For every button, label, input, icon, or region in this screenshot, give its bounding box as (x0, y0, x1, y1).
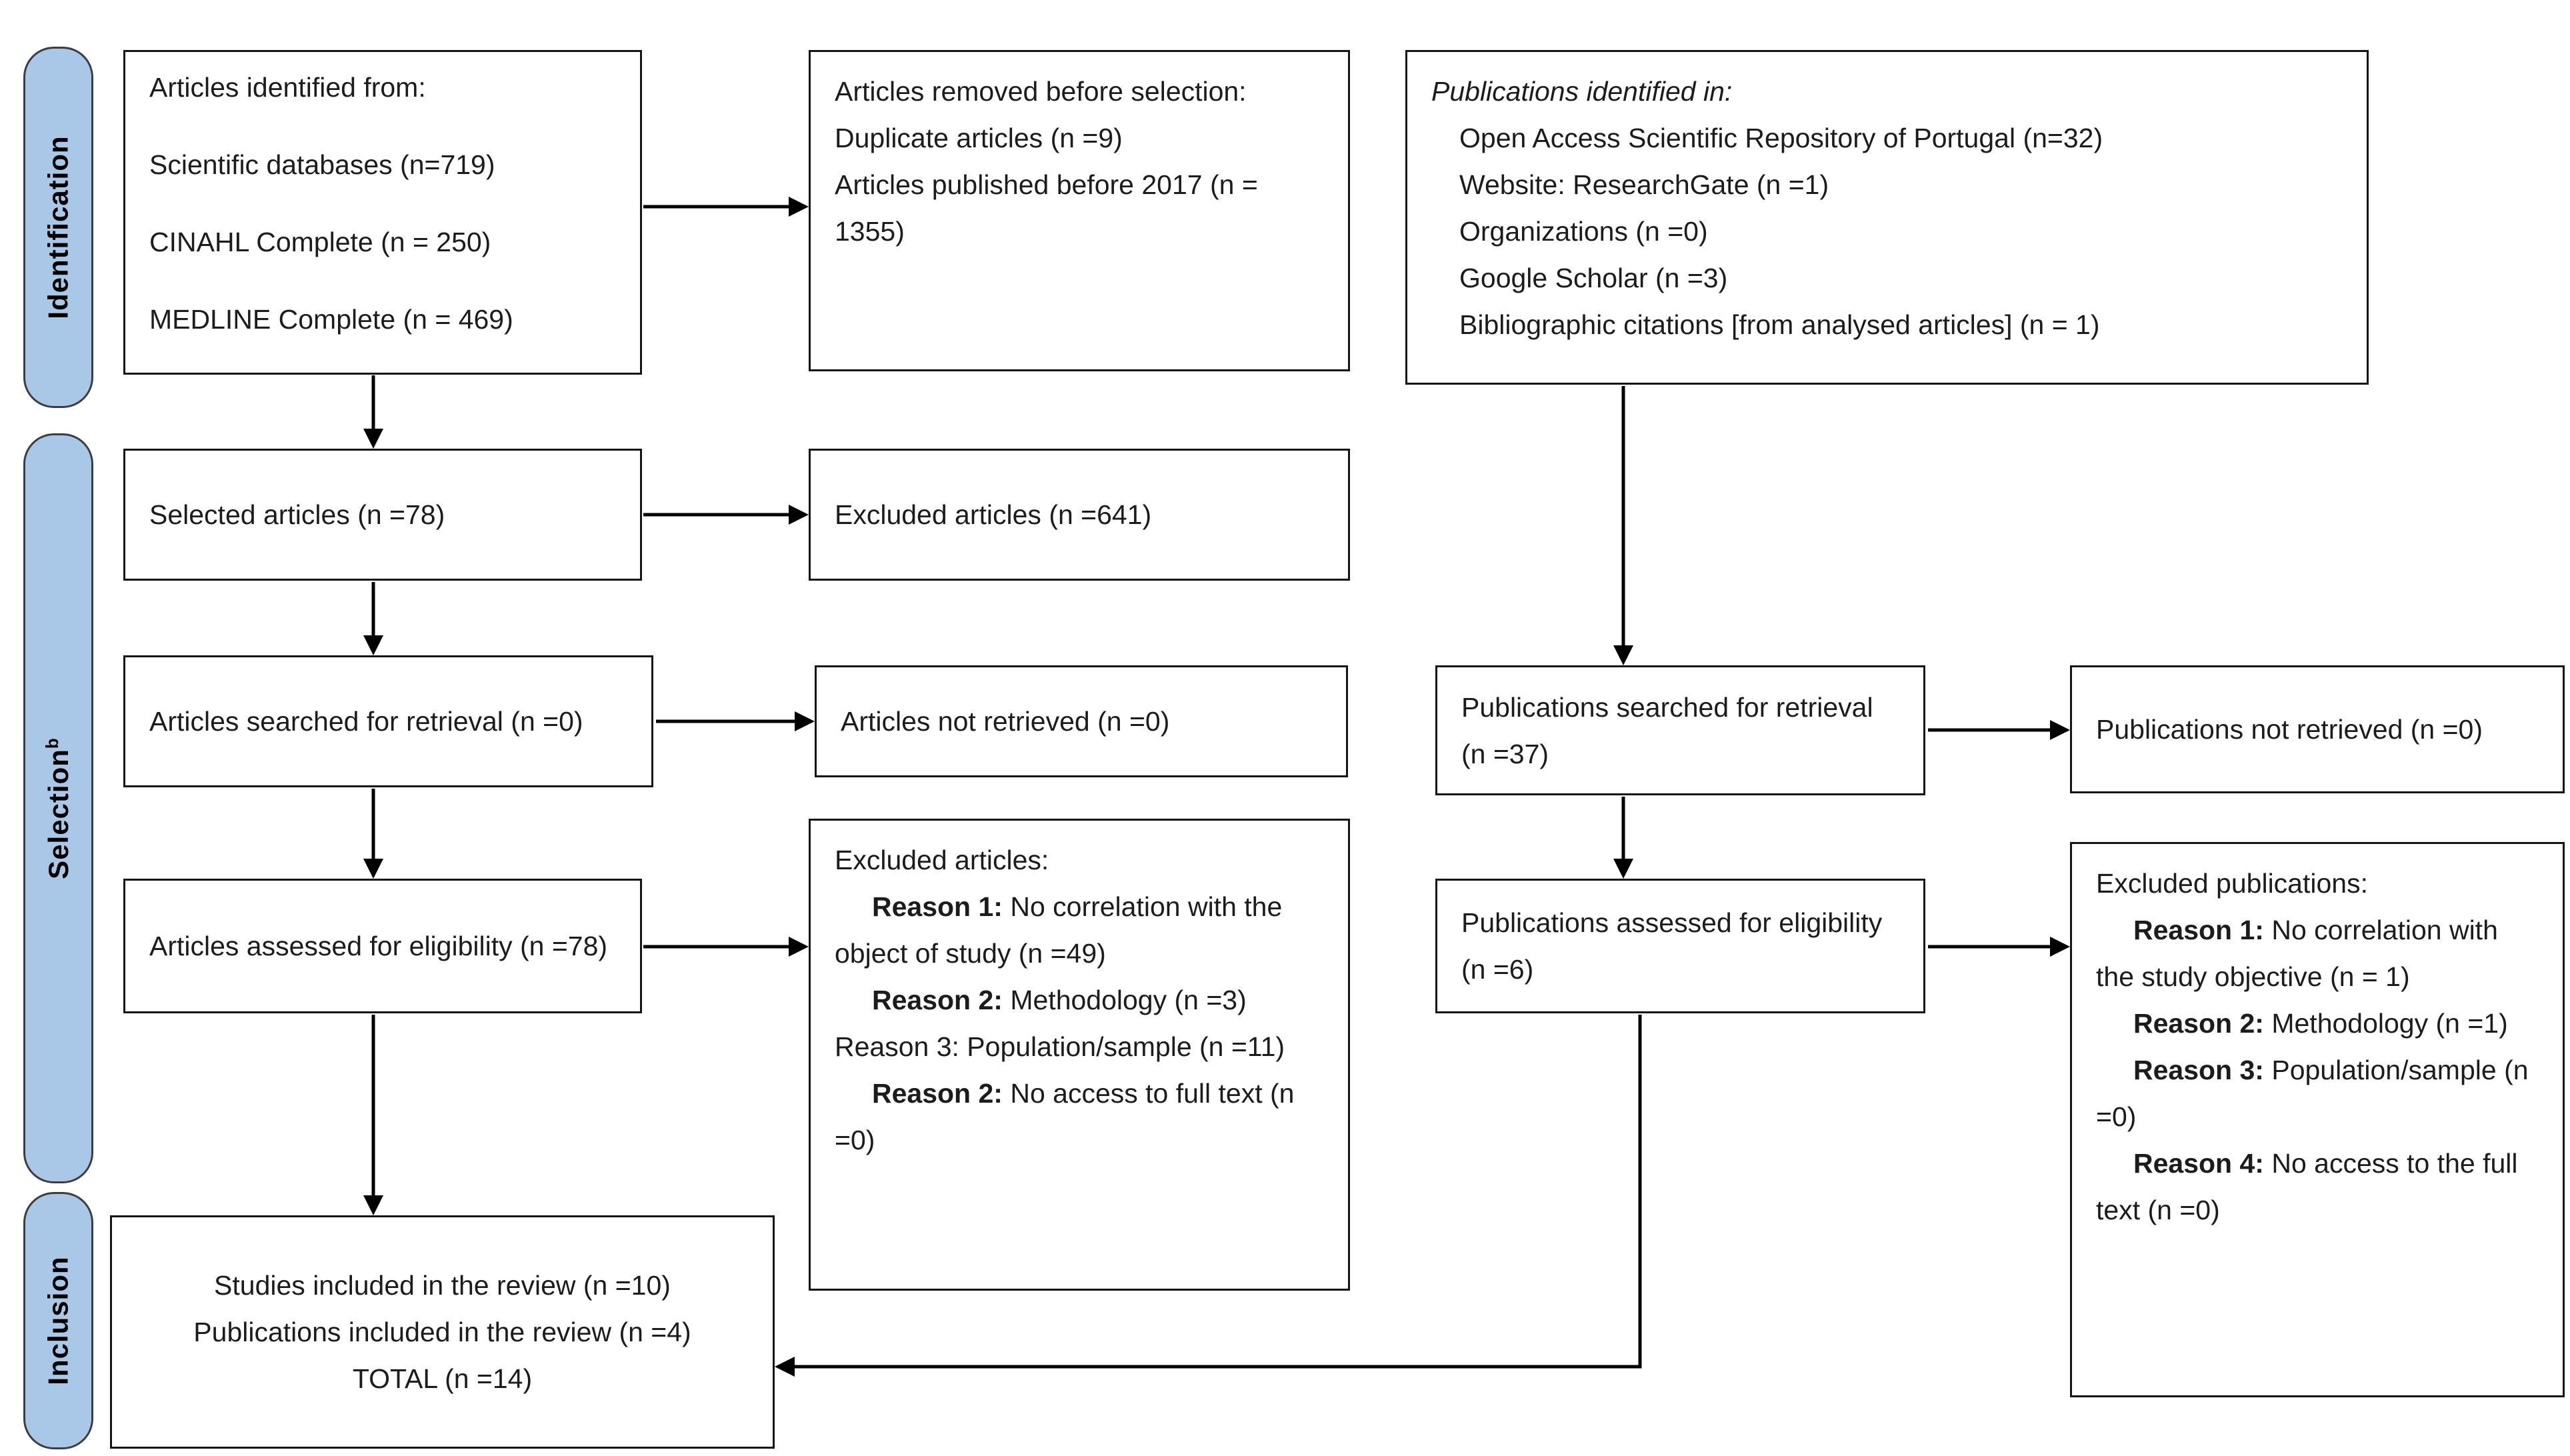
box-articles-not-retrieved (815, 665, 1348, 777)
publications-not-retrieved-text: Publications not retrieved (n =0) (2096, 714, 2483, 745)
stage-label-identification-text: Identification (42, 135, 74, 319)
stage-label-inclusion (23, 1192, 93, 1449)
excluded-articles-reason-4: Reason 2: No access to full text (n =0) (835, 1078, 1295, 1155)
excluded-articles-reasons-title: Excluded articles: (835, 845, 1049, 875)
box-excluded-publications-reasons (2070, 842, 2565, 1397)
box-articles-assessed (123, 879, 642, 1013)
publications-searched-text: Publications searched for retrieval (n =37) (1461, 691, 1873, 769)
stage-label-identification (23, 47, 93, 408)
stage-label-selection (23, 433, 93, 1183)
stage-label-selection-text: Selection$^b$ (42, 737, 74, 879)
stage-label-selection-superscript: b (42, 737, 62, 749)
publications-identified-sources: Open Access Scientific Repository of Portugal (n=32) Website: ResearchGate (n =1) Organizations (n =0) Google Scholar (n =3) Bibliographic citations [from analysed articles] (n = 1) (1459, 123, 2103, 340)
box-selected-articles (123, 449, 642, 581)
excluded-publications-reason-4: Reason 4: No access to the full text (n =0) (2096, 1148, 2518, 1225)
excluded-publications-reason-1: Reason 1: No correlation with the study objective (n = 1) (2096, 915, 2498, 992)
box-included-total (110, 1215, 775, 1449)
excluded-publications-reason-2: Reason 2: Methodology (n =1) (2133, 1008, 2508, 1039)
excluded-publications-reason-3: Reason 3: Population/sample (n =0) (2096, 1055, 2529, 1132)
box-articles-searched (123, 655, 653, 787)
box-articles-removed (809, 50, 1350, 371)
box-publications-not-retrieved (2070, 665, 2565, 793)
excluded-articles-641-text: Excluded articles (n =641) (835, 499, 1152, 530)
box-articles-identified (123, 50, 642, 375)
articles-searched-text: Articles searched for retrieval (n =0) (149, 706, 583, 737)
articles-not-retrieved-text: Articles not retrieved (n =0) (841, 706, 1170, 737)
excluded-publications-title: Excluded publications: (2096, 868, 2368, 899)
box-publications-searched (1435, 665, 1925, 795)
stage-label-inclusion-text: Inclusion (42, 1256, 74, 1385)
excluded-articles-reason-1: Reason 1: No correlation with the object of study (n =49) (835, 891, 1283, 969)
included-total-text: Studies included in the review (n =10) Publications included in the review (n =4) TOTAL (n =14) (193, 1270, 691, 1394)
articles-identified-text: Articles identified from: Scientific databases (n=719) CINAHL Complete (n = 250) MEDLINE Complete (n = 469) (149, 72, 513, 335)
articles-removed-text: Articles removed before selection: Duplicate articles (n =9) Articles published before 2017 (n = 1355) (835, 76, 1258, 247)
articles-assessed-text: Articles assessed for eligibility (n =78) (149, 931, 608, 961)
publications-assessed-text: Publications assessed for eligibility (n =6) (1461, 907, 1883, 985)
box-publications-assessed (1435, 879, 1925, 1013)
selected-articles-text: Selected articles (n =78) (149, 499, 445, 530)
box-publications-identified (1405, 50, 2369, 385)
excluded-articles-reason-3: Reason 3: Population/sample (n =11) (835, 1031, 1285, 1062)
publications-identified-title: Publications identified in: (1431, 76, 1733, 107)
excluded-articles-reason-2: Reason 2: Methodology (n =3) (872, 985, 1247, 1015)
box-excluded-articles-reasons (809, 819, 1350, 1291)
box-excluded-articles-641 (809, 449, 1350, 581)
